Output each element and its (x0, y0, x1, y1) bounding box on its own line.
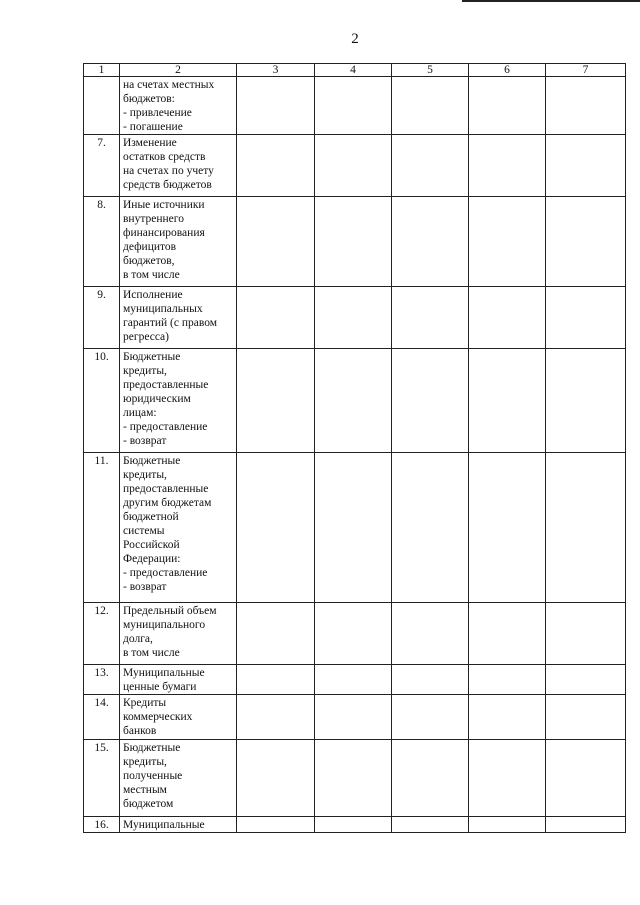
table-row (84, 135, 626, 197)
column-header: 4 (315, 64, 392, 77)
value-cell (237, 197, 315, 287)
description-line: бюджетов: (123, 93, 175, 105)
value-cell (315, 603, 392, 665)
value-cell (237, 349, 315, 453)
description-line: средств бюджетов (123, 179, 212, 191)
value-cell (315, 817, 392, 833)
value-cell (237, 817, 315, 833)
value-cell (546, 287, 626, 349)
description-line: Бюджетные (123, 742, 181, 754)
description-line: - возврат (123, 435, 167, 447)
row-description (120, 287, 237, 349)
row-number: 16. (84, 817, 120, 833)
value-cell (392, 695, 469, 740)
description-line: Муниципальные (123, 667, 205, 679)
value-cell (392, 197, 469, 287)
description-line: Российской (123, 539, 180, 551)
description-line: Бюджетные (123, 455, 181, 467)
description-line: Изменение (123, 137, 177, 149)
description-line: в том числе (123, 647, 180, 659)
description-line: Федерации: (123, 553, 181, 565)
description-line: дефицитов (123, 241, 177, 253)
value-cell (469, 665, 546, 695)
column-header: 5 (392, 64, 469, 77)
table-row (84, 817, 626, 833)
value-cell (315, 740, 392, 817)
table-row (84, 695, 626, 740)
value-cell (392, 287, 469, 349)
description-line: кредиты, (123, 469, 167, 481)
table-row (84, 740, 626, 817)
value-cell (315, 77, 392, 135)
row-description (120, 817, 237, 833)
table-body (84, 77, 626, 833)
table-row (84, 603, 626, 665)
description-line: местным (123, 784, 167, 796)
value-cell (469, 740, 546, 817)
value-cell (546, 740, 626, 817)
row-description (120, 135, 237, 197)
description-line: внутреннего (123, 213, 184, 225)
value-cell (392, 603, 469, 665)
row-description (120, 695, 237, 740)
value-cell (546, 77, 626, 135)
description-line: - погашение (123, 121, 183, 133)
table-row (84, 453, 626, 603)
row-description (120, 665, 237, 695)
row-number: 9. (84, 287, 120, 349)
description-line: другим бюджетам (123, 497, 212, 509)
row-description (120, 740, 237, 817)
value-cell (546, 665, 626, 695)
description-line: бюджетом (123, 798, 174, 810)
description-line: Предельный объем (123, 605, 217, 617)
value-cell (237, 135, 315, 197)
row-number: 8. (84, 197, 120, 287)
column-header: 6 (469, 64, 546, 77)
description-line: системы (123, 525, 165, 537)
description-line: на счетах местных (123, 79, 215, 91)
description-line: Муниципальные (123, 819, 205, 831)
value-cell (546, 695, 626, 740)
description-line: кредиты, (123, 756, 167, 768)
value-cell (315, 453, 392, 603)
description-line: банков (123, 725, 157, 737)
row-number: 13. (84, 665, 120, 695)
description-line: коммерческих (123, 711, 193, 723)
value-cell (469, 77, 546, 135)
value-cell (392, 135, 469, 197)
table-row (84, 287, 626, 349)
value-cell (315, 287, 392, 349)
row-description (120, 349, 237, 453)
description-line: остатков средств (123, 151, 206, 163)
description-line: финансирования (123, 227, 205, 239)
description-line: регресса) (123, 331, 169, 343)
row-description (120, 77, 237, 135)
column-header: 2 (120, 64, 237, 77)
value-cell (392, 77, 469, 135)
value-cell (237, 740, 315, 817)
table-row (84, 349, 626, 453)
value-cell (546, 817, 626, 833)
description-line: полученные (123, 770, 183, 782)
value-cell (237, 77, 315, 135)
description-line: бюджетов, (123, 255, 175, 267)
value-cell (237, 603, 315, 665)
row-number: 14. (84, 695, 120, 740)
row-number: 7. (84, 135, 120, 197)
description-line: в том числе (123, 269, 180, 281)
value-cell (546, 603, 626, 665)
description-line: юридическим (123, 393, 191, 405)
description-line: долга, (123, 633, 153, 645)
description-line: - предоставление (123, 421, 208, 433)
value-cell (392, 349, 469, 453)
column-header: 3 (237, 64, 315, 77)
value-cell (546, 453, 626, 603)
value-cell (469, 695, 546, 740)
value-cell (315, 695, 392, 740)
description-line: - возврат (123, 581, 167, 593)
description-line: лицам: (123, 407, 157, 419)
page-number: 2 (351, 31, 359, 47)
budget-table (83, 63, 626, 833)
value-cell (392, 665, 469, 695)
value-cell (237, 287, 315, 349)
value-cell (469, 603, 546, 665)
value-cell (546, 135, 626, 197)
description-line: Кредиты (123, 697, 167, 709)
value-cell (469, 349, 546, 453)
description-line: бюджетной (123, 511, 179, 523)
row-number: 11. (84, 453, 120, 603)
value-cell (546, 349, 626, 453)
row-description (120, 603, 237, 665)
header-row (84, 64, 626, 77)
description-line: муниципальных (123, 303, 203, 315)
value-cell (315, 197, 392, 287)
row-description (120, 197, 237, 287)
description-line: гарантий (с правом (123, 317, 218, 329)
table-row (84, 77, 626, 135)
description-line: муниципального (123, 619, 206, 631)
row-number: 10. (84, 349, 120, 453)
description-line: - предоставление (123, 567, 208, 579)
corner-rule (462, 0, 640, 2)
description-line: кредиты, (123, 365, 167, 377)
value-cell (237, 695, 315, 740)
value-cell (315, 135, 392, 197)
value-cell (315, 349, 392, 453)
value-cell (469, 453, 546, 603)
value-cell (237, 665, 315, 695)
description-line: Исполнение (123, 289, 183, 301)
value-cell (392, 740, 469, 817)
description-line: ценные бумаги (123, 681, 197, 693)
row-number (84, 77, 120, 135)
table-row (84, 197, 626, 287)
value-cell (392, 817, 469, 833)
column-header: 1 (84, 64, 120, 77)
description-line: - привлечение (123, 107, 192, 119)
row-description (120, 453, 237, 603)
value-cell (469, 197, 546, 287)
column-header: 7 (546, 64, 626, 77)
row-number: 12. (84, 603, 120, 665)
table-row (84, 665, 626, 695)
description-line: Бюджетные (123, 351, 181, 363)
description-line: на счетах по учету (123, 165, 214, 177)
value-cell (469, 817, 546, 833)
value-cell (315, 665, 392, 695)
value-cell (469, 135, 546, 197)
value-cell (392, 453, 469, 603)
description-line: предоставленные (123, 483, 209, 495)
row-number: 15. (84, 740, 120, 817)
description-line: предоставленные (123, 379, 209, 391)
value-cell (237, 453, 315, 603)
description-line: Иные источники (123, 199, 205, 211)
value-cell (546, 197, 626, 287)
value-cell (469, 287, 546, 349)
